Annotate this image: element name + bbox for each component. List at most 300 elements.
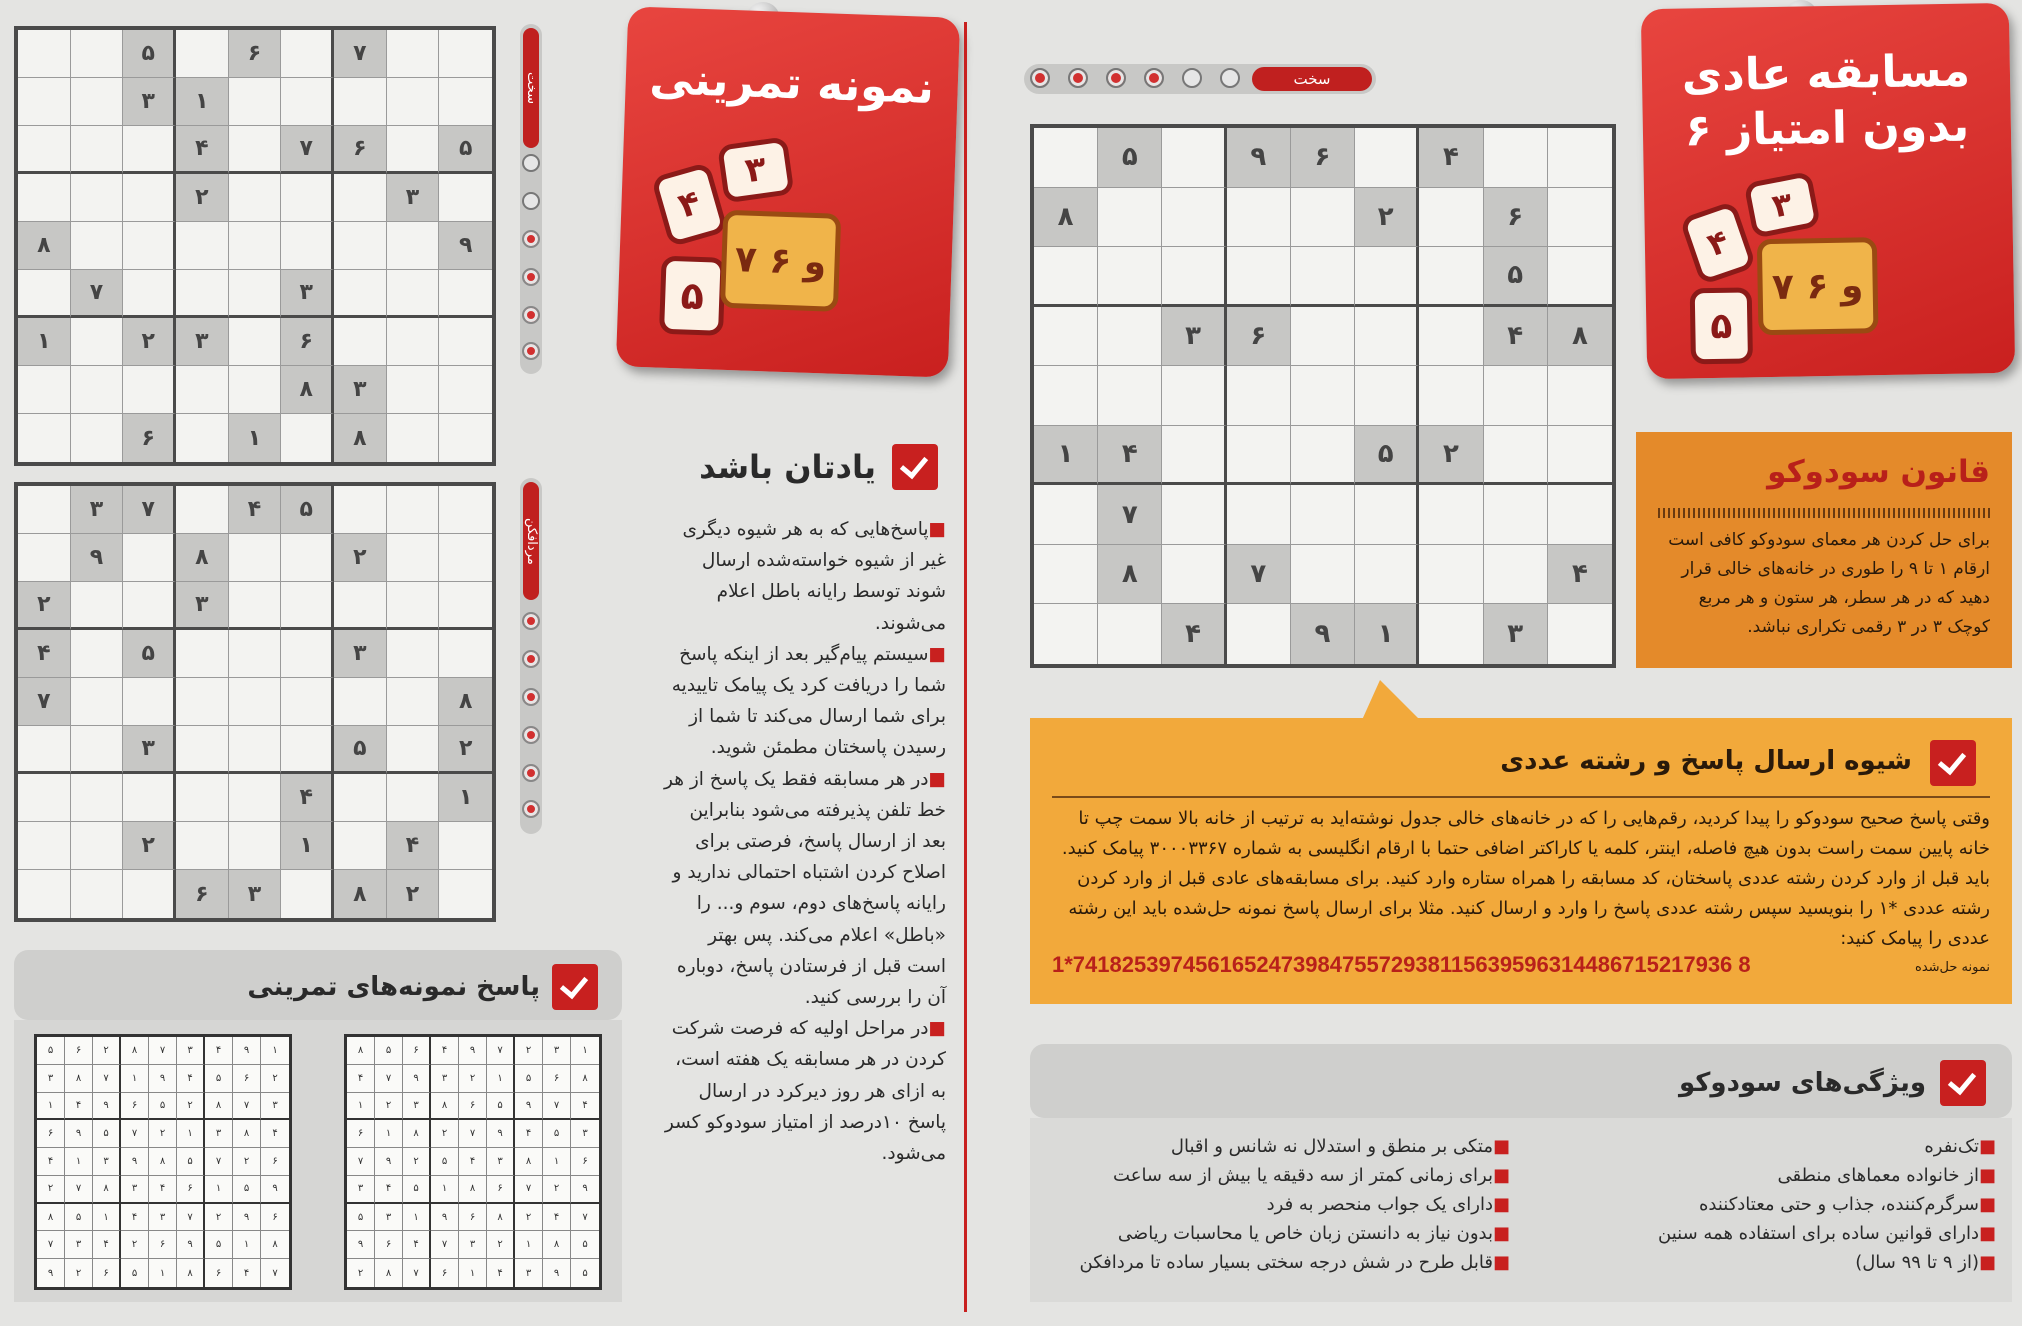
grid-cell[interactable] [1227, 366, 1291, 426]
difficulty-label: سخت [523, 28, 539, 148]
answer-cell: ۵ [121, 1259, 149, 1287]
bullet-icon: ■ [1492, 1252, 1510, 1273]
grid-cell[interactable] [71, 30, 124, 78]
answer-cell: ۴ [205, 1037, 233, 1065]
grid-cell: ۲ [387, 870, 440, 918]
grid-cell[interactable] [1034, 307, 1098, 367]
grid-cell[interactable] [1419, 604, 1483, 664]
grid-cell[interactable] [1548, 426, 1612, 486]
grid-cell: ۳ [176, 318, 229, 366]
grid-cell[interactable] [281, 534, 334, 582]
grid-cell[interactable] [18, 174, 71, 222]
grid-cell[interactable] [387, 30, 440, 78]
difficulty-bar-2 [520, 478, 542, 834]
grid-cell: ۷ [71, 270, 124, 318]
grid-cell[interactable] [1548, 247, 1612, 307]
grid-cell: ۵ [1484, 247, 1548, 307]
grid-cell[interactable] [334, 582, 387, 630]
grid-cell: ۶ [1227, 307, 1291, 367]
grid-cell[interactable] [1484, 485, 1548, 545]
answer-cell: ۱ [347, 1093, 375, 1121]
grid-cell: ۳ [176, 582, 229, 630]
grid-cell[interactable] [1291, 485, 1355, 545]
grid-cell[interactable] [1162, 426, 1226, 486]
grid-cell: ۸ [1548, 307, 1612, 367]
grid-cell[interactable] [229, 126, 282, 174]
answer-cell: ۲ [515, 1037, 543, 1065]
answer-cell: ۲ [459, 1065, 487, 1093]
answer-cell: ۶ [37, 1120, 65, 1148]
grid-cell[interactable] [123, 126, 176, 174]
grid-cell[interactable] [1291, 247, 1355, 307]
grid-cell[interactable] [1355, 485, 1419, 545]
grid-cell[interactable] [1484, 426, 1548, 486]
grid-cell[interactable] [387, 534, 440, 582]
grid-cell[interactable] [1291, 188, 1355, 248]
difficulty-dot-icon [522, 612, 540, 630]
grid-cell[interactable] [71, 582, 124, 630]
difficulty-dot-icon [1144, 68, 1164, 88]
answer-cell: ۶ [347, 1120, 375, 1148]
grid-cell[interactable] [1162, 188, 1226, 248]
grid-cell[interactable] [1419, 366, 1483, 426]
grid-cell[interactable] [123, 222, 176, 270]
answer-cell: ۹ [149, 1065, 177, 1093]
difficulty-dot-icon [1030, 68, 1050, 88]
answer-cell: ۸ [65, 1065, 93, 1093]
grid-cell: ۶ [334, 126, 387, 174]
grid-cell[interactable] [176, 678, 229, 726]
rule-title: قانون سودوکو [1767, 454, 1990, 490]
grid-cell[interactable] [1355, 128, 1419, 188]
grid-cell[interactable] [1548, 485, 1612, 545]
grid-cell[interactable] [1162, 128, 1226, 188]
grid-cell[interactable] [1227, 426, 1291, 486]
grid-cell: ۹ [71, 534, 124, 582]
grid-cell[interactable] [334, 174, 387, 222]
grid-cell: ۳ [71, 486, 124, 534]
bullet-icon: ■ [1492, 1223, 1510, 1244]
answer-cell: ۷ [233, 1093, 261, 1121]
feature-text: قابل طرح در شش درجه سختی بسیار ساده تا مردافکن [1079, 1252, 1493, 1273]
grid-cell: ۲ [176, 174, 229, 222]
grid-cell[interactable] [123, 270, 176, 318]
grid-cell[interactable] [439, 582, 492, 630]
answer-cell: ۳ [261, 1093, 289, 1121]
grid-cell[interactable] [439, 318, 492, 366]
grid-cell[interactable] [439, 414, 492, 462]
grid-cell[interactable] [18, 366, 71, 414]
grid-cell[interactable] [18, 126, 71, 174]
answer-cell: ۵ [403, 1176, 431, 1204]
answer-cell: ۹ [37, 1259, 65, 1287]
grid-cell[interactable] [281, 630, 334, 678]
grid-cell[interactable] [334, 222, 387, 270]
grid-cell[interactable] [1484, 545, 1548, 605]
answer-cell: ۴ [177, 1065, 205, 1093]
difficulty-label: مردافکن [523, 482, 539, 600]
logo-badge: ۷ و ۶ [1757, 237, 1879, 335]
grid-cell: ۲ [1355, 188, 1419, 248]
answer-cell: ۲ [121, 1231, 149, 1259]
grid-cell[interactable] [387, 774, 440, 822]
answer-cell: ۸ [37, 1204, 65, 1232]
grid-cell[interactable] [334, 318, 387, 366]
grid-cell[interactable] [1034, 485, 1098, 545]
grid-cell: ۵ [1355, 426, 1419, 486]
grid-cell[interactable] [334, 678, 387, 726]
grid-cell: ۷ [281, 126, 334, 174]
grid-cell[interactable] [387, 582, 440, 630]
grid-cell[interactable] [176, 726, 229, 774]
grid-cell[interactable] [229, 582, 282, 630]
grid-cell[interactable] [71, 174, 124, 222]
grid-cell[interactable] [18, 30, 71, 78]
grid-cell[interactable] [18, 486, 71, 534]
grid-cell: ۸ [18, 222, 71, 270]
grid-cell[interactable] [281, 30, 334, 78]
grid-cell[interactable] [1291, 366, 1355, 426]
grid-cell[interactable] [1291, 426, 1355, 486]
grid-cell[interactable] [176, 630, 229, 678]
grid-cell[interactable] [439, 270, 492, 318]
grid-cell[interactable] [1548, 128, 1612, 188]
answer-cell: ۵ [37, 1037, 65, 1065]
answer-cell: ۸ [93, 1176, 121, 1204]
feature-text: از خانواده معماهای منطقی [1777, 1165, 1979, 1186]
grid-cell[interactable] [1548, 188, 1612, 248]
grid-cell[interactable] [1162, 485, 1226, 545]
grid-cell[interactable] [123, 870, 176, 918]
answer-cell: ۳ [543, 1037, 571, 1065]
grid-cell[interactable] [387, 222, 440, 270]
grid-cell[interactable] [229, 774, 282, 822]
answer-cell: ۶ [93, 1259, 121, 1287]
answer-cell: ۵ [205, 1065, 233, 1093]
answer-cell: ۲ [205, 1204, 233, 1232]
grid-cell[interactable] [18, 78, 71, 126]
grid-cell[interactable] [123, 774, 176, 822]
grid-cell[interactable] [229, 678, 282, 726]
grid-cell[interactable] [439, 486, 492, 534]
grid-cell[interactable] [439, 534, 492, 582]
answer-cell: ۳ [149, 1204, 177, 1232]
grid-cell[interactable] [1034, 128, 1098, 188]
grid-cell[interactable] [387, 486, 440, 534]
grid-cell[interactable] [334, 774, 387, 822]
grid-cell[interactable] [1034, 247, 1098, 307]
send-text: وقتی پاسخ صحیح سودوکو را پیدا کردید، رقم‌هایی را که در خانه‌های خالی جدول نوشته‌اید به ترتیب از خانه بالا سمت چپ تا خانه پایین سمت راست بدون هیچ فاصله، اینتر، کلمه یا کاراکتر اضافی حتما با ارقام انگلیسی به شماره ۳۰۰۰۳۳۶۷ پیامک کنید. باید قبل از وارد کردن رشته عددی پاسختان، کد مسابقه را همراه ستاره وارد کنید. برای مسابقه‌های عادی قبل از وارد کردن رشته عددی *۱ را بنویسید سپس رشته عددی پاسخ را وارد و ارسال کنید. مثلا برای ارسال پاسخ نمونه حل‌شده باید این رشته عددی را پیامک کنید: [1061, 808, 1990, 949]
answer-cell: ۱ [93, 1204, 121, 1232]
grid-cell[interactable] [71, 366, 124, 414]
competition-title-2: بدون امتیاز ۶ [1684, 100, 1970, 157]
answer-cell: ۹ [487, 1120, 515, 1148]
grid-cell[interactable] [71, 630, 124, 678]
answer-cell: ۱ [543, 1148, 571, 1176]
grid-cell: ۳ [387, 174, 440, 222]
grid-cell[interactable] [439, 366, 492, 414]
feature-text: تک‌نفره [1924, 1136, 1979, 1157]
grid-cell: ۶ [1291, 128, 1355, 188]
grid-cell[interactable] [387, 630, 440, 678]
grid-cell[interactable] [1419, 188, 1483, 248]
answer-cell: ۴ [487, 1259, 515, 1287]
grid-cell[interactable] [123, 366, 176, 414]
grid-cell[interactable] [387, 678, 440, 726]
grid-cell: ۴ [176, 126, 229, 174]
grid-cell[interactable] [1034, 545, 1098, 605]
grid-cell: ۷ [334, 30, 387, 78]
answer-cell: ۸ [487, 1204, 515, 1232]
grid-cell[interactable] [281, 78, 334, 126]
grid-cell[interactable] [1548, 604, 1612, 664]
grid-cell[interactable] [18, 726, 71, 774]
grid-cell[interactable] [439, 30, 492, 78]
answer-cell: ۸ [375, 1259, 403, 1287]
answer-cell: ۷ [571, 1204, 599, 1232]
difficulty-dot-icon [1068, 68, 1088, 88]
grid-cell[interactable] [1227, 485, 1291, 545]
grid-cell[interactable] [281, 678, 334, 726]
difficulty-dot-icon [522, 268, 540, 286]
grid-cell: ۹ [1227, 128, 1291, 188]
grid-cell[interactable] [229, 174, 282, 222]
answer-cell: ۳ [205, 1120, 233, 1148]
grid-cell[interactable] [1162, 545, 1226, 605]
answer-cell: ۶ [149, 1231, 177, 1259]
answer-cell: ۱ [205, 1176, 233, 1204]
grid-cell[interactable] [71, 822, 124, 870]
grid-cell: ۱ [18, 318, 71, 366]
answer-cell: ۱ [261, 1037, 289, 1065]
grid-cell: ۴ [18, 630, 71, 678]
grid-cell[interactable] [1098, 366, 1162, 426]
grid-cell[interactable] [176, 486, 229, 534]
grid-cell[interactable] [71, 78, 124, 126]
answer-cell: ۷ [93, 1065, 121, 1093]
answer-cell: ۲ [347, 1259, 375, 1287]
grid-cell[interactable] [71, 126, 124, 174]
bullet-icon: ■ [1978, 1165, 1996, 1186]
grid-cell: ۱ [1355, 604, 1419, 664]
grid-cell[interactable] [1419, 307, 1483, 367]
grid-cell[interactable] [229, 534, 282, 582]
grid-cell[interactable] [1034, 366, 1098, 426]
grid-cell[interactable] [1355, 247, 1419, 307]
answer-cell: ۳ [121, 1176, 149, 1204]
grid-cell[interactable] [281, 174, 334, 222]
grid-cell: ۲ [18, 582, 71, 630]
grid-cell[interactable] [1162, 366, 1226, 426]
grid-cell[interactable] [334, 822, 387, 870]
answer-cell: ۹ [375, 1148, 403, 1176]
grid-cell[interactable] [176, 414, 229, 462]
grid-cell[interactable] [18, 870, 71, 918]
grid-cell[interactable] [18, 822, 71, 870]
grid-cell[interactable] [176, 822, 229, 870]
grid-cell[interactable] [387, 126, 440, 174]
difficulty-dot-icon [1182, 68, 1202, 88]
feature-text: سرگرم‌کننده، جذاب و حتی معتادکننده [1698, 1194, 1979, 1215]
grid-cell[interactable] [1098, 307, 1162, 367]
grid-cell[interactable] [71, 318, 124, 366]
grid-cell: ۱ [229, 414, 282, 462]
grid-cell[interactable] [176, 222, 229, 270]
answer-cell: ۸ [571, 1065, 599, 1093]
features-title: ویژگی‌های سودوکو [1679, 1068, 1926, 1098]
answer-cell: ۳ [375, 1204, 403, 1232]
answer-cell: ۱ [233, 1231, 261, 1259]
answer-cell: ۲ [431, 1120, 459, 1148]
answer-cell: ۹ [93, 1093, 121, 1121]
grid-cell[interactable] [334, 78, 387, 126]
grid-cell: ۷ [123, 486, 176, 534]
grid-cell[interactable] [281, 414, 334, 462]
grid-cell[interactable] [229, 822, 282, 870]
grid-cell: ۵ [123, 630, 176, 678]
grid-cell[interactable] [1355, 366, 1419, 426]
grid-cell[interactable] [123, 534, 176, 582]
grid-cell: ۸ [334, 870, 387, 918]
grid-cell[interactable] [123, 678, 176, 726]
grid-cell[interactable] [18, 534, 71, 582]
grid-cell[interactable] [439, 78, 492, 126]
answer-cell: ۳ [515, 1259, 543, 1287]
grid-cell[interactable] [1548, 366, 1612, 426]
grid-cell[interactable] [71, 726, 124, 774]
answer-cell: ۹ [121, 1148, 149, 1176]
rule-text: برای حل کردن هر معمای سودوکو کافی است ارقام ۱ تا ۹ را طوری در خانه‌های خالی قرار دهید که در هر سطر، هر ستون و هر مربع کوچک ۳ در ۳ رقمی تکراری نباشد. [1668, 530, 1990, 637]
grid-cell[interactable] [229, 78, 282, 126]
sudoku-practice-grid-1 [14, 26, 496, 466]
grid-cell[interactable] [1162, 247, 1226, 307]
grid-cell[interactable] [18, 774, 71, 822]
grid-cell[interactable] [176, 366, 229, 414]
grid-cell: ۸ [176, 534, 229, 582]
grid-cell[interactable] [281, 222, 334, 270]
answer-cell: ۸ [233, 1120, 261, 1148]
grid-cell: ۱ [439, 774, 492, 822]
grid-cell[interactable] [71, 222, 124, 270]
answer-cell: ۸ [515, 1148, 543, 1176]
grid-cell[interactable] [18, 414, 71, 462]
grid-cell[interactable] [1098, 604, 1162, 664]
grid-cell[interactable] [229, 366, 282, 414]
answer-cell: ۲ [177, 1093, 205, 1121]
answer-cell: ۴ [459, 1148, 487, 1176]
grid-cell[interactable] [1227, 247, 1291, 307]
grid-cell[interactable] [1484, 366, 1548, 426]
grid-cell[interactable] [18, 270, 71, 318]
remember-title: یادتان باشد [699, 448, 876, 486]
grid-cell[interactable] [439, 870, 492, 918]
grid-cell[interactable] [1419, 485, 1483, 545]
answer-cell: ۳ [459, 1231, 487, 1259]
grid-cell[interactable] [229, 630, 282, 678]
answer-cell: ۲ [487, 1231, 515, 1259]
badge-icon: ۴ [1679, 200, 1757, 285]
grid-cell[interactable] [334, 270, 387, 318]
answer-cell: ۶ [233, 1065, 261, 1093]
answer-cell: ۸ [177, 1259, 205, 1287]
grid-cell[interactable] [281, 870, 334, 918]
sudoku-competition-grid [1030, 124, 1616, 668]
grid-cell[interactable] [176, 270, 229, 318]
grid-cell[interactable] [1355, 545, 1419, 605]
rule-box [1636, 432, 2012, 668]
checkmark-icon [552, 964, 598, 1010]
grid-cell: ۳ [281, 270, 334, 318]
grid-cell[interactable] [176, 30, 229, 78]
grid-cell[interactable] [1484, 128, 1548, 188]
grid-cell[interactable] [71, 678, 124, 726]
difficulty-dot-icon [522, 800, 540, 818]
grid-cell[interactable] [387, 366, 440, 414]
grid-cell[interactable] [123, 582, 176, 630]
answers-title: پاسخ نمونه‌های تمرینی [247, 972, 540, 1002]
grid-cell: ۵ [439, 126, 492, 174]
grid-cell: ۹ [439, 222, 492, 270]
grid-cell[interactable] [71, 774, 124, 822]
feature-item [1540, 1161, 1996, 1190]
grid-cell[interactable] [387, 414, 440, 462]
grid-cell[interactable] [1227, 604, 1291, 664]
grid-cell[interactable] [1227, 188, 1291, 248]
grid-cell[interactable] [71, 870, 124, 918]
grid-cell[interactable] [1291, 307, 1355, 367]
grid-cell[interactable] [439, 174, 492, 222]
grid-cell[interactable] [176, 774, 229, 822]
grid-cell: ۲ [334, 534, 387, 582]
grid-cell[interactable] [387, 78, 440, 126]
answer-cell: ۷ [515, 1176, 543, 1204]
grid-cell[interactable] [387, 726, 440, 774]
grid-cell[interactable] [1098, 247, 1162, 307]
grid-cell[interactable] [71, 414, 124, 462]
grid-cell[interactable] [387, 318, 440, 366]
grid-cell[interactable] [1419, 247, 1483, 307]
grid-cell: ۴ [1098, 426, 1162, 486]
bullet-icon: ■ [1492, 1136, 1510, 1157]
grid-cell[interactable] [229, 726, 282, 774]
column-divider [964, 22, 967, 1312]
grid-cell[interactable] [334, 486, 387, 534]
grid-cell[interactable] [439, 822, 492, 870]
grid-cell: ۹ [1291, 604, 1355, 664]
grid-cell: ۲ [123, 318, 176, 366]
grid-cell[interactable] [1034, 604, 1098, 664]
grid-cell[interactable] [1355, 307, 1419, 367]
grid-cell[interactable] [439, 630, 492, 678]
sudoku-practice-grid-2 [14, 482, 496, 922]
logo-badge: ۷ و ۶ [720, 210, 841, 312]
grid-cell[interactable] [123, 174, 176, 222]
feature-text: (از ۹ تا ۹۹ سال) [1855, 1252, 1979, 1273]
answer-cell: ۸ [261, 1231, 289, 1259]
grid-cell[interactable] [281, 582, 334, 630]
answer-cell: ۶ [571, 1148, 599, 1176]
practice-card [616, 6, 960, 377]
grid-cell[interactable] [229, 318, 282, 366]
grid-cell[interactable] [229, 222, 282, 270]
grid-cell[interactable] [387, 270, 440, 318]
grid-cell[interactable] [1419, 545, 1483, 605]
grid-cell[interactable] [281, 726, 334, 774]
grid-cell[interactable] [1291, 545, 1355, 605]
grid-cell[interactable] [229, 270, 282, 318]
remember-text: ■پاسخ‌هایی که به هر شیوه دیگری غیر از شیوه خواسته‌شده ارسال شوند توسط رایانه باطل اعلام می‌شوند. ■سیستم پیام‌گیر بعد از اینکه پاسخ شما را دریافت کرد یک پیامک تاییدیه برای شما ارسال می‌کند تا شما از رسیدن پاسختان مطمئن شوید. ■در هر مسابقه فقط یک پاسخ از هر خط تلفن پذیرفته می‌شود بنابراین بعد از ارسال پاسخ، فرصتی برای اصلاح کردن اشتباه احتمالی ندارید و رایانه پاسخ‌های دوم، سوم و... را «باطل» اعلام می‌کند. پس بهتر است قبل از فرستادن پاسخ، دوباره آن را بررسی کنید. ■در مراحل اولیه که فرصت شرکت کردن در هر مسابقه یک هفته است، به ازای هر روز دیرکرد در ارسال پاسخ ۱۰درصد از امتیاز سودوکو کسر می‌شود. [664, 519, 946, 1165]
grid-cell[interactable] [1098, 188, 1162, 248]
